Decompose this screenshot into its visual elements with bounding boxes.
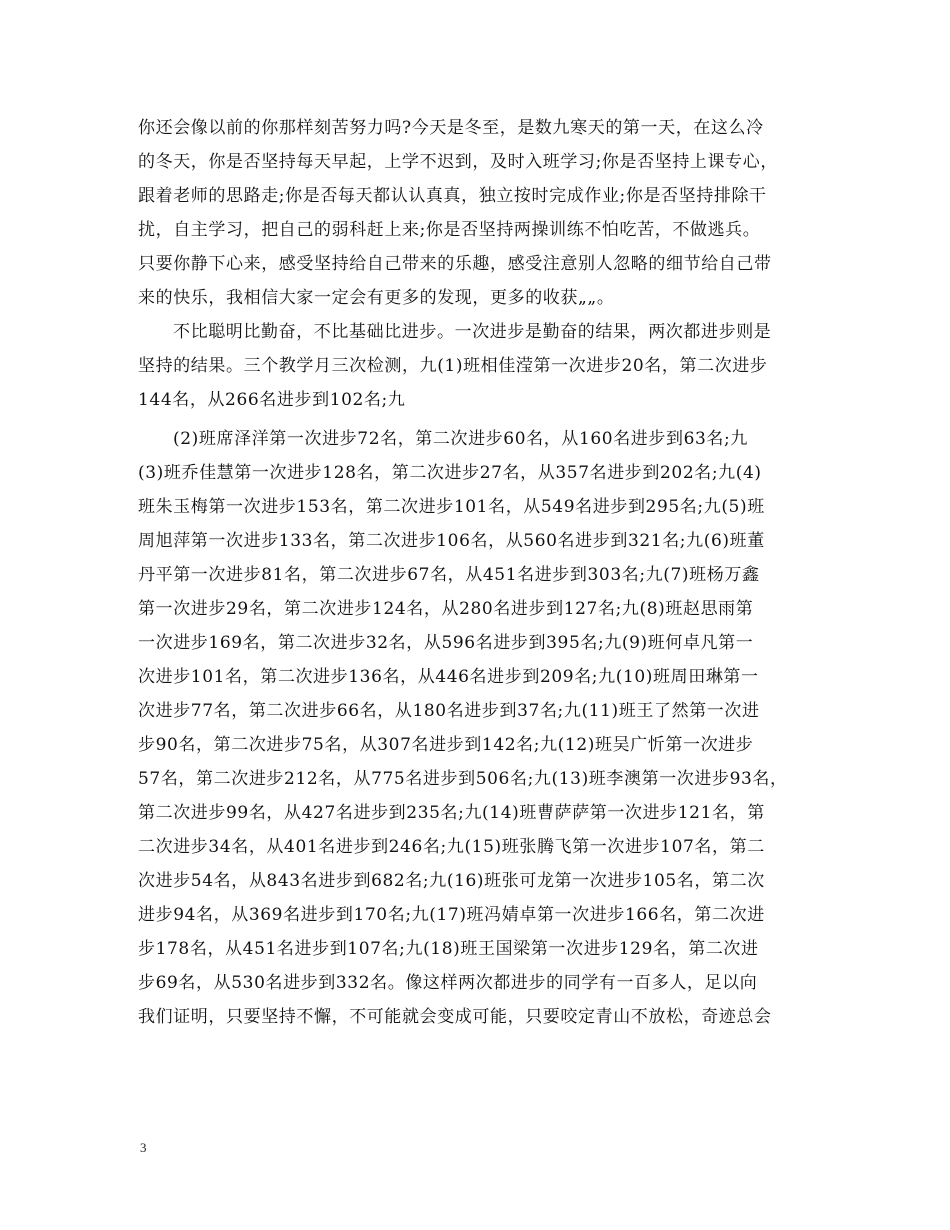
text-line: 扰，自主学习，把自己的弱科赶上来;你是否坚持两操训练不怕吃苦，不做逃兵。: [138, 220, 761, 240]
text-line: 步69名，从530名进步到332名。像这样两次都进步的同学有一百多人，足以向: [138, 973, 758, 993]
paragraph-first-line: (2)班席泽洋第一次进步72名，第二次进步60名，从160名进步到63名;九: [173, 429, 748, 449]
text-line: 跟着老师的思路走;你是否每天都认认真真，独立按时完成作业;你是否坚持排除干: [138, 186, 767, 206]
text-line: 144名，从266名进步到102名;九: [138, 390, 406, 410]
text-line: 只要你静下心来，感受坚持给自己带来的乐趣，感受注意别人忽略的细节给自己带: [138, 254, 772, 274]
text-line: 周旭萍第一次进步133名，第二次进步106名，从560名进步到321名;九(6)班董: [138, 531, 765, 551]
text-line: 步90名，第二次进步75名，从307名进步到142名;九(12)班吴广忻第一次进步: [138, 735, 754, 755]
text-line: 次进步101名，第二次进步136名，从446名进步到209名;九(10)班周田琳第一: [138, 667, 759, 687]
text-line: (3)班乔佳慧第一次进步128名，第二次进步27名，从357名进步到202名;九(4): [138, 463, 762, 483]
text-line: 第一次进步29名，第二次进步124名，从280名进步到127名;九(8)班赵思雨第: [138, 599, 754, 619]
text-line: 的冬天，你是否坚持每天早起，上学不迟到，及时入班学习;你是否坚持上课专心，: [138, 152, 778, 172]
text-line: 第二次进步99名，从427名进步到235名;九(14)班曹萨萨第一次进步121名，第: [138, 803, 765, 823]
page-number: 3: [140, 1140, 147, 1155]
text-line: 步178名，从451名进步到107名;九(18)班王国梁第一次进步129名，第二次进: [138, 939, 759, 959]
text-line: 丹平第一次进步81名，第二次进步67名，从451名进步到303名;九(7)班杨万鑫: [138, 565, 760, 585]
text-line: 次进步54名，从843名进步到682名;九(16)班张可龙第一次进步105名，第二次: [138, 871, 765, 891]
text-line: 次进步77名，第二次进步66名，从180名进步到37名;九(11)班王了然第一次进: [138, 701, 760, 721]
text-line: 坚持的结果。三个教学月三次检测，九(1)班相佳滢第一次进步20名，第二次进步: [138, 356, 768, 376]
text-line: 57名，第二次进步212名，从775名进步到506名;九(13)班李澳第一次进步93名，: [138, 769, 788, 789]
text-line: 进步94名，从369名进步到170名;九(17)班冯婧卓第一次进步166名，第二次进: [138, 905, 765, 925]
text-line: 一次进步169名，第二次进步32名，从596名进步到395名;九(9)班何卓凡第一: [138, 633, 754, 653]
text-line: 二次进步34名，从401名进步到246名;九(15)班张腾飞第一次进步107名，第二: [138, 837, 765, 857]
text-line: 班朱玉梅第一次进步153名，第二次进步101名，从549名进步到295名;九(5)班: [138, 497, 765, 517]
text-line: 你还会像以前的你那样刻苦努力吗?今天是冬至，是数九寒天的第一天，在这么冷: [138, 118, 764, 138]
paragraph-first-line: 不比聪明比勤奋，不比基础比进步。一次进步是勤奋的结果，两次都进步则是: [173, 322, 772, 342]
text-line: 来的快乐，我相信大家一定会有更多的发现，更多的收获„„。: [138, 288, 615, 308]
text-line: 我们证明，只要坚持不懈，不可能就会变成可能，只要咬定青山不放松，奇迹总会: [138, 1007, 772, 1027]
